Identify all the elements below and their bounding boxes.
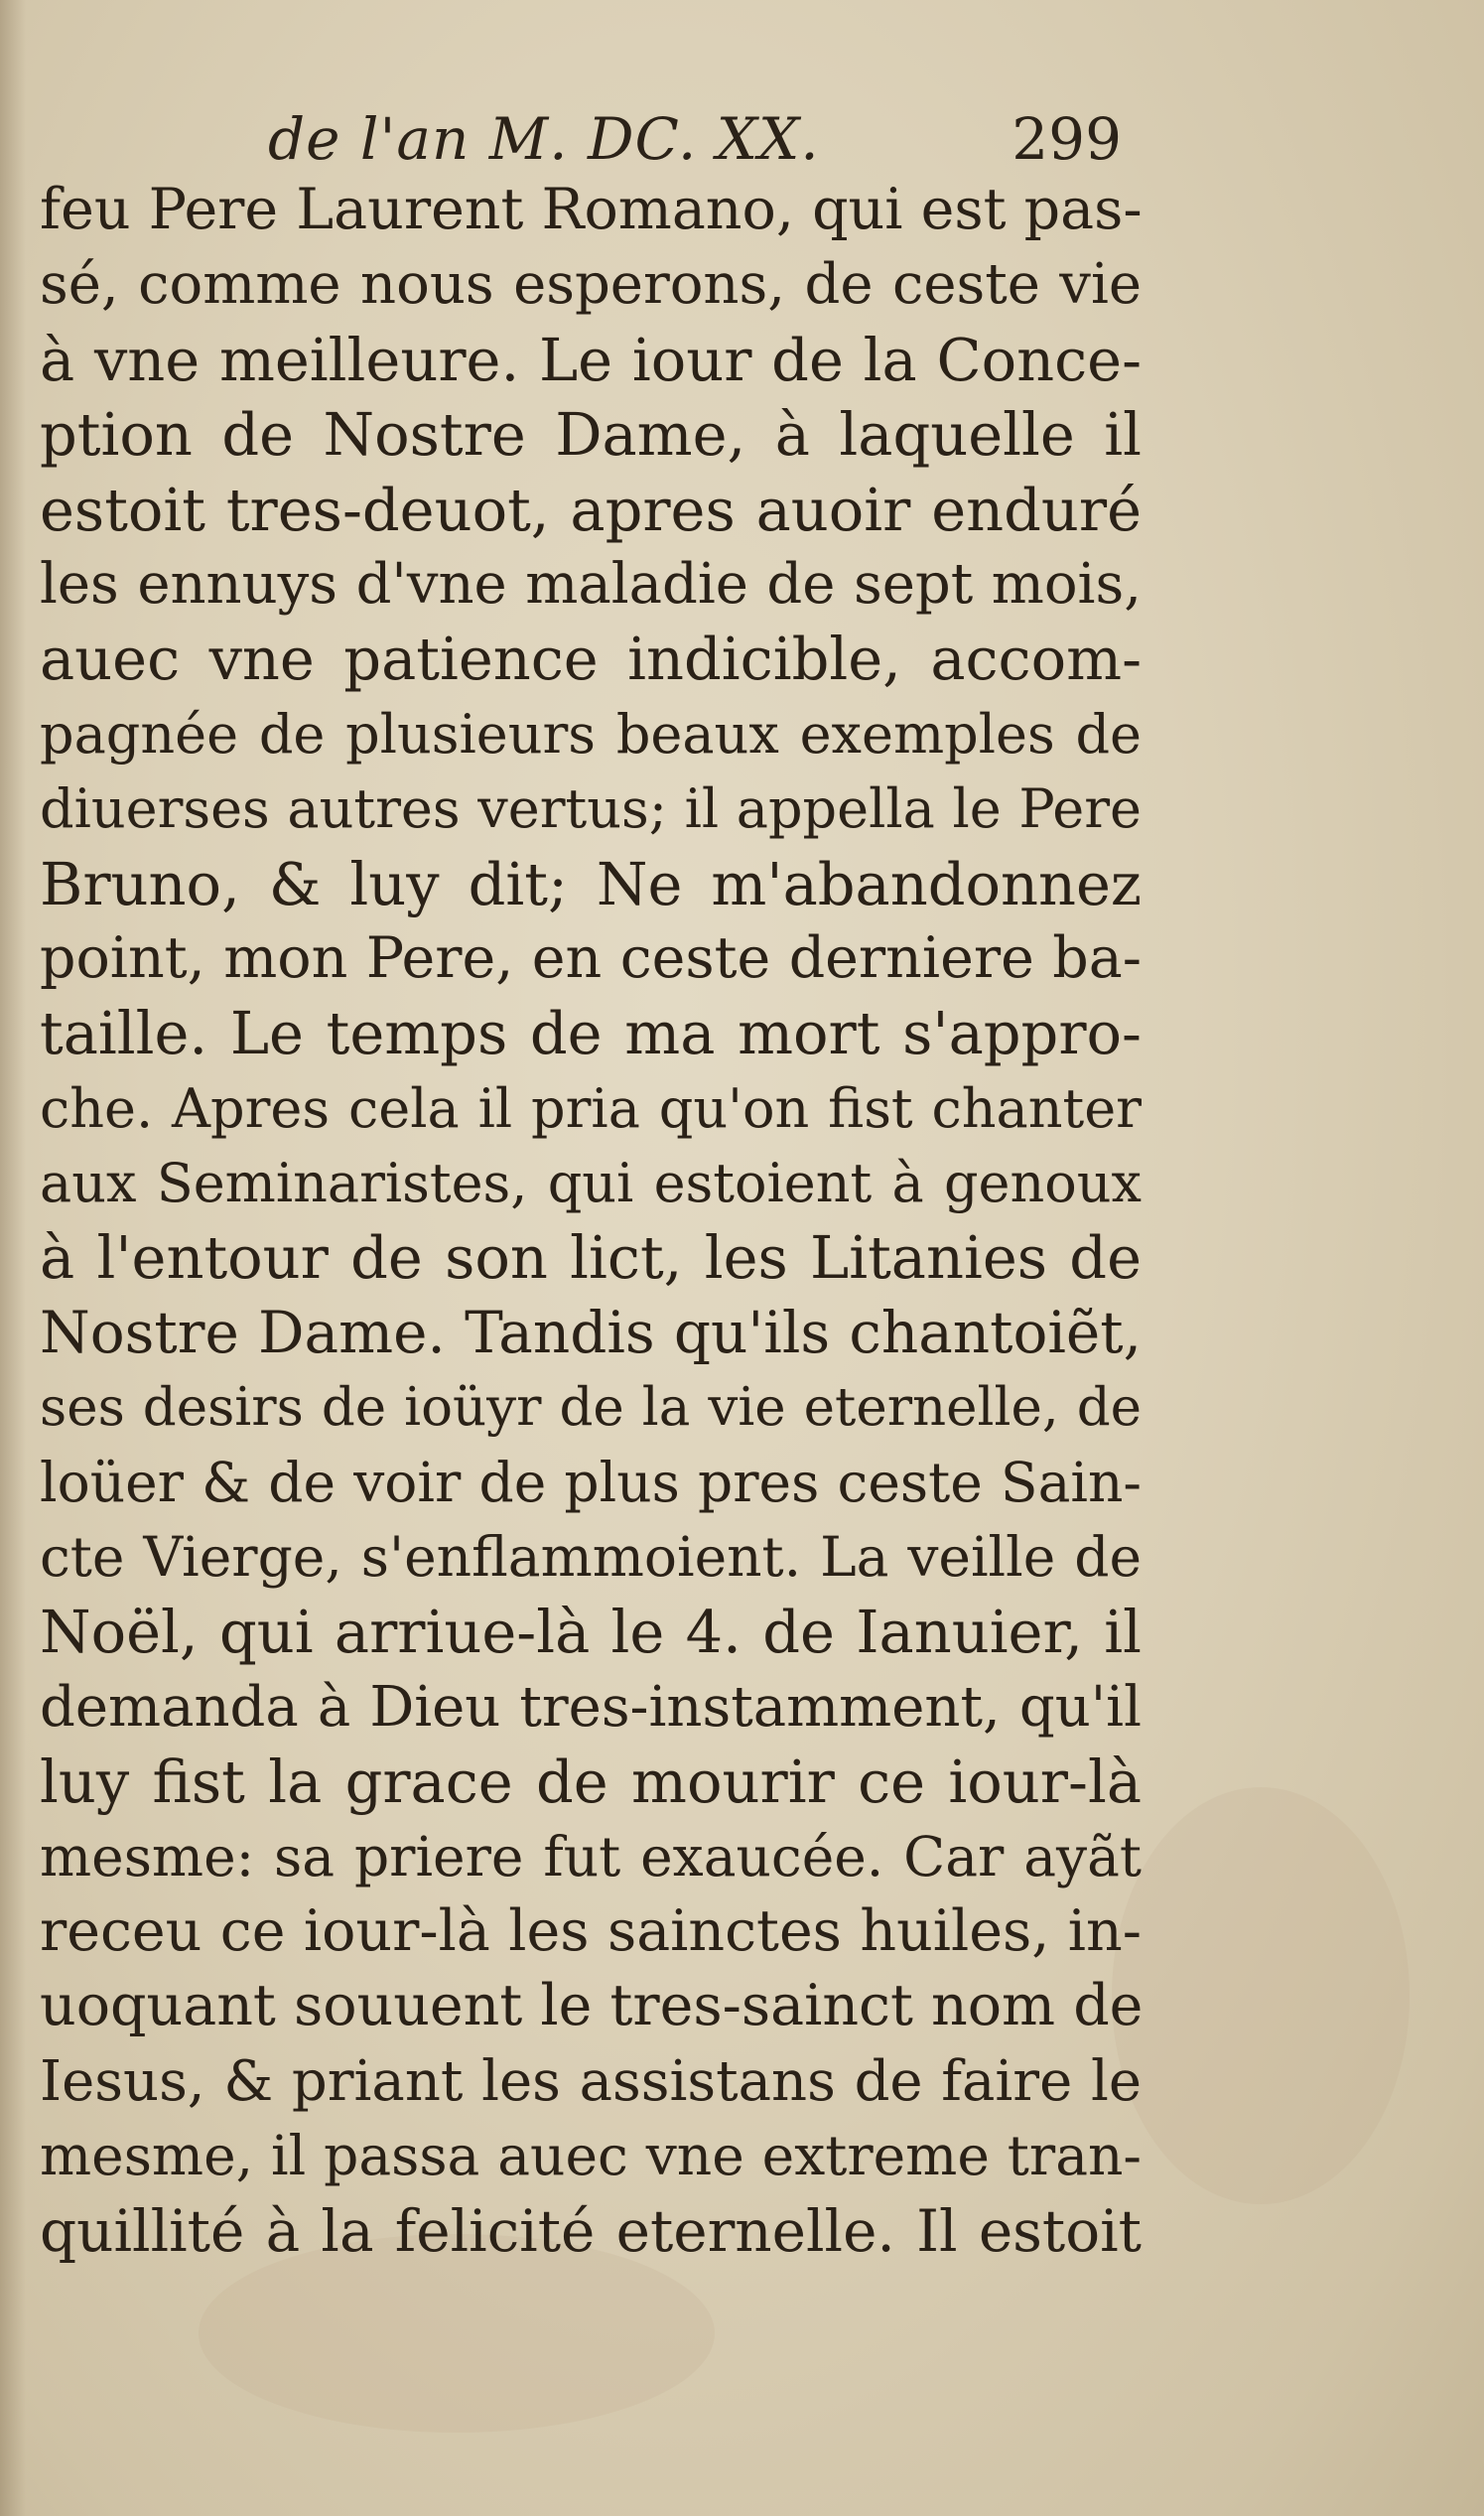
text-line: che. Apres cela il pria qu'on fist chanter	[40, 1076, 1142, 1140]
text-line: à vne meilleure. Le iour de la Conce-	[40, 325, 1142, 394]
text-line: Noël, qui arriue-là le 4. de Ianuier, il	[40, 1598, 1142, 1667]
text-line: à l'entour de son lict, les Litanies de	[40, 1223, 1142, 1293]
text-line: mesme, il passa auec vne extreme tran-	[40, 2124, 1142, 2188]
text-line: Bruno, & luy dit; Ne m'abandonnez	[40, 849, 1142, 918]
text-line: les ennuys d'vne maladie de sept mois,	[40, 551, 1142, 617]
text-line: ses desirs de ioüyr de la vie eternelle, de	[40, 1377, 1142, 1439]
text-line: diuerses autres vertus; il appella le Pere	[40, 777, 1142, 841]
paper-stain	[1112, 1787, 1410, 2204]
text-line: feu Pere Laurent Romano, qui est pas-	[40, 177, 1143, 242]
text-line: demanda à Dieu tres-instamment, qu'il	[40, 1674, 1142, 1740]
text-line: mesme: sa priere fut exaucée. Car ayãt	[40, 1824, 1142, 1888]
text-line: aux Seminaristes, qui estoient à genoux	[40, 1152, 1142, 1215]
text-line: uoquant souuent le tres-sainct nom de	[40, 1973, 1144, 2039]
body-text	[40, 173, 1142, 2269]
text-line: loüer & de voir de plus pres ceste Sain-	[40, 1450, 1142, 1514]
text-line: taille. Le temps de ma mort s'appro-	[40, 999, 1142, 1068]
page-edge-shadow	[0, 0, 26, 2516]
running-head-title: de l'an M. DC. XX.	[268, 105, 820, 173]
page-number: 299	[1012, 105, 1122, 173]
text-line: auec vne patience indicible, accom-	[40, 625, 1142, 694]
text-line: quillité à la felicité eternelle. Il estoit	[40, 2196, 1142, 2265]
text-line: pagnée de plusieurs beaux exemples de	[40, 702, 1142, 766]
text-line: Nostre Dame. Tandis qu'ils chantoiẽt,	[40, 1298, 1142, 1366]
text-line: estoit tres-deuot, apres auoir enduré	[40, 475, 1142, 544]
text-line: ption de Nostre Dame, à laquelle il	[40, 400, 1142, 470]
text-line: Iesus, & priant les assistans de faire le	[40, 2048, 1142, 2114]
text-line: sé, comme nous esperons, de ceste vie	[40, 252, 1142, 318]
text-line: point, mon Pere, en ceste derniere ba-	[40, 924, 1142, 991]
text-line: luy fist la grace de mourir ce iour-là	[40, 1747, 1142, 1817]
running-head	[268, 99, 1122, 179]
text-line: receu ce iour-là les sainctes huiles, in-	[40, 1897, 1142, 1964]
text-line: cte Vierge, s'enflammoient. La veille de	[40, 1525, 1142, 1590]
